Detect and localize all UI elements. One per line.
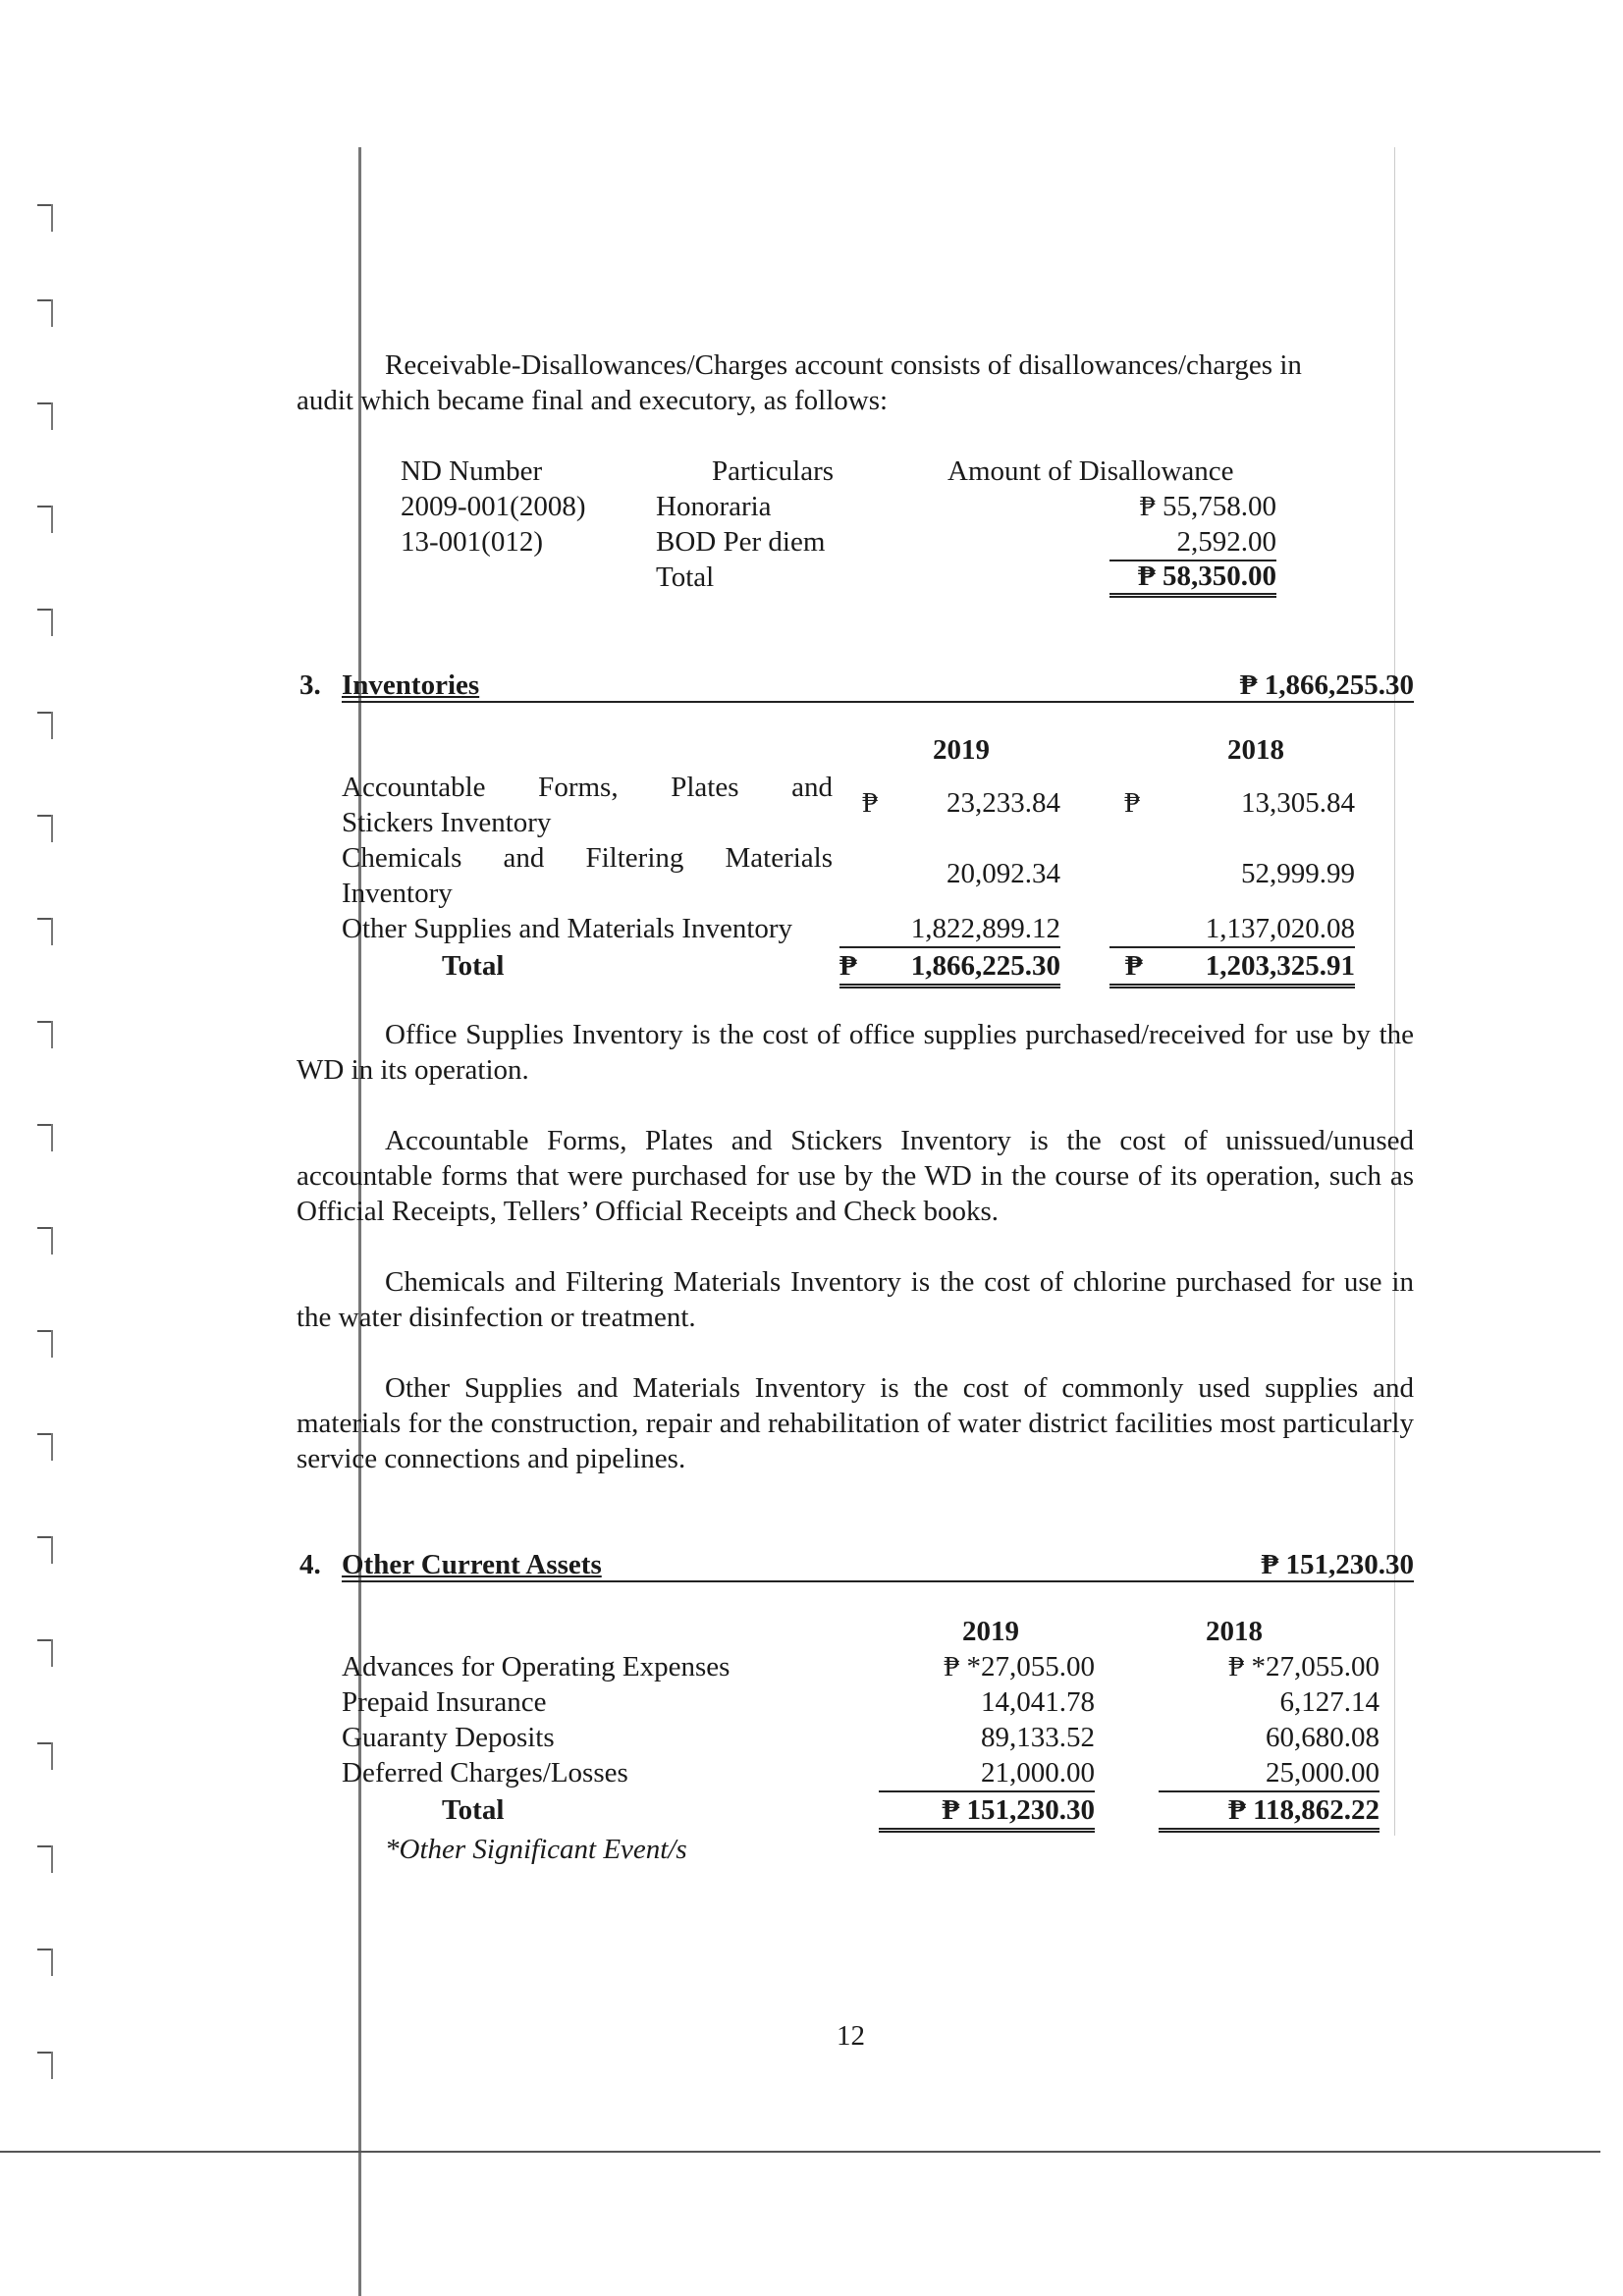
table-row-nd-number: 13-001(012): [401, 526, 543, 558]
binding-mark: [37, 815, 53, 817]
intro-line-1: Receivable-Disallowances/Charges account consists of disallowances/charges in: [385, 349, 1302, 381]
binding-mark: [37, 402, 53, 404]
nd-header-number: ND Number: [401, 455, 543, 487]
nd-total-label: Total: [656, 561, 715, 593]
other-assets-total-2019: ₱ 151,230.30: [879, 1792, 1095, 1833]
footnote: *Other Significant Event/s: [385, 1834, 687, 1865]
binding-mark: [37, 204, 53, 206]
paragraph-office-supplies: Office Supplies Inventory is the cost of office supplies purchased/received for use by the WD in its operation.: [297, 1019, 1414, 1086]
table-row-label: Other Supplies and Materials Inventory: [342, 913, 793, 944]
other-assets-total-2018: ₱ 118,862.22: [1159, 1792, 1380, 1833]
year-2018-header: 2018: [1206, 1616, 1263, 1647]
binding-mark: [37, 1639, 53, 1641]
table-row-value-2019: 1,822,899.12: [839, 911, 1060, 948]
binding-mark: [37, 1124, 53, 1126]
bottom-scan-line: [0, 2151, 1600, 2153]
table-row-amount: 2,592.00: [1109, 524, 1276, 561]
table-row-label: Advances for Operating Expenses: [342, 1651, 730, 1682]
table-row-label-cont: Inventory: [342, 878, 453, 909]
section-title: Inventories: [342, 669, 480, 701]
binding-mark: [37, 1742, 53, 1744]
table-row-value-2018: 6,127.14: [1279, 1686, 1380, 1718]
table-row-value-2019: ₱ *27,055.00: [944, 1651, 1095, 1682]
nd-header-amount: Amount of Disallowance: [947, 455, 1234, 487]
year-2018-header: 2018: [1227, 734, 1284, 766]
table-row-value-2019: 89,133.52: [981, 1722, 1095, 1753]
section-number: 3.: [299, 669, 321, 701]
inventories-total-2018-cell: [1109, 948, 1355, 988]
paragraph-other-supplies: Other Supplies and Materials Inventory is the cost of commonly used supplies and materials for the construction, repair and rehabilitation of water district facilities most particularly service connections and pipelines.: [297, 1372, 1414, 1474]
table-row-value-2019: 21,000.00: [879, 1755, 1095, 1792]
page-number: 12: [837, 2020, 865, 2052]
binding-mark: [37, 2052, 53, 2054]
table-row-label: Guaranty Deposits: [342, 1722, 555, 1753]
table-row-label: Chemicals and Filtering Materials: [342, 842, 833, 874]
peso-sign: ₱: [1125, 950, 1143, 982]
inventories-total-2018: 1,203,325.91: [1205, 950, 1355, 982]
section-title: Other Current Assets: [342, 1549, 602, 1580]
table-row-label: Prepaid Insurance: [342, 1686, 547, 1718]
paragraph-accountable-forms: Accountable Forms, Plates and Stickers Inventory is the cost of unissued/unused accountable forms that were purchased for use by the WD in the course of its operation, such as Official Receipts, Tellers’ Official Receipts and Check books.: [297, 1125, 1414, 1227]
binding-mark: [37, 609, 53, 611]
inventories-total-2019: 1,866,225.30: [910, 950, 1060, 982]
table-row-value-2018: 13,305.84: [1241, 787, 1355, 819]
binding-mark: [37, 299, 53, 301]
binding-mark: [37, 712, 53, 714]
peso-sign: ₱: [839, 950, 857, 982]
table-row-value-2018: 1,137,020.08: [1109, 911, 1355, 948]
table-row-value-2018: ₱ *27,055.00: [1228, 1651, 1380, 1682]
binding-mark: [37, 918, 53, 920]
table-row-particulars: Honoraria: [656, 491, 772, 522]
section-rule: [342, 1580, 1414, 1582]
table-row-value-2019: 14,041.78: [981, 1686, 1095, 1718]
binding-mark: [37, 506, 53, 507]
binding-mark: [37, 1536, 53, 1538]
inventories-total-2019-cell: [839, 948, 1060, 988]
binding-mark: [37, 1227, 53, 1229]
binding-mark: [37, 1949, 53, 1950]
table-row-value-2018: 25,000.00: [1159, 1755, 1380, 1792]
section-number: 4.: [299, 1549, 321, 1580]
binding-mark: [37, 1021, 53, 1023]
peso-sign: ₱: [1124, 787, 1141, 819]
table-row-label: Accountable Forms, Plates and: [342, 772, 833, 803]
binding-mark: [37, 1845, 53, 1847]
table-row-amount: ₱ 55,758.00: [1139, 491, 1276, 522]
peso-sign: ₱: [862, 787, 879, 819]
section-amount: ₱ 1,866,255.30: [1239, 669, 1414, 701]
section-rule: [342, 701, 1414, 703]
table-row-label: Deferred Charges/Losses: [342, 1757, 628, 1789]
binding-mark: [37, 1330, 53, 1332]
table-row-value-2019: 20,092.34: [947, 858, 1060, 889]
nd-header-particulars: Particulars: [712, 455, 835, 487]
year-2019-header: 2019: [933, 734, 990, 766]
other-assets-total-label: Total: [442, 1794, 505, 1826]
table-row-label-cont: Stickers Inventory: [342, 807, 552, 838]
paragraph-chemicals: Chemicals and Filtering Materials Inventory is the cost of chlorine purchased for use in the water disinfection or treatment.: [297, 1266, 1414, 1333]
table-row-particulars: BOD Per diem: [656, 526, 826, 558]
intro-line-2: audit which became final and executory, as follows:: [297, 385, 889, 416]
table-row-value-2018: 52,999.99: [1241, 858, 1355, 889]
section-amount: ₱ 151,230.30: [1261, 1549, 1414, 1580]
binding-mark: [37, 1433, 53, 1435]
inventories-total-label: Total: [442, 950, 505, 982]
year-2019-header: 2019: [962, 1616, 1019, 1647]
table-row-value-2018: 60,680.08: [1266, 1722, 1380, 1753]
table-row-value-2019: 23,233.84: [947, 787, 1060, 819]
table-row-nd-number: 2009-001(2008): [401, 491, 586, 522]
nd-total-amount: ₱ 58,350.00: [1109, 560, 1276, 598]
right-margin-line: [1394, 147, 1395, 1836]
